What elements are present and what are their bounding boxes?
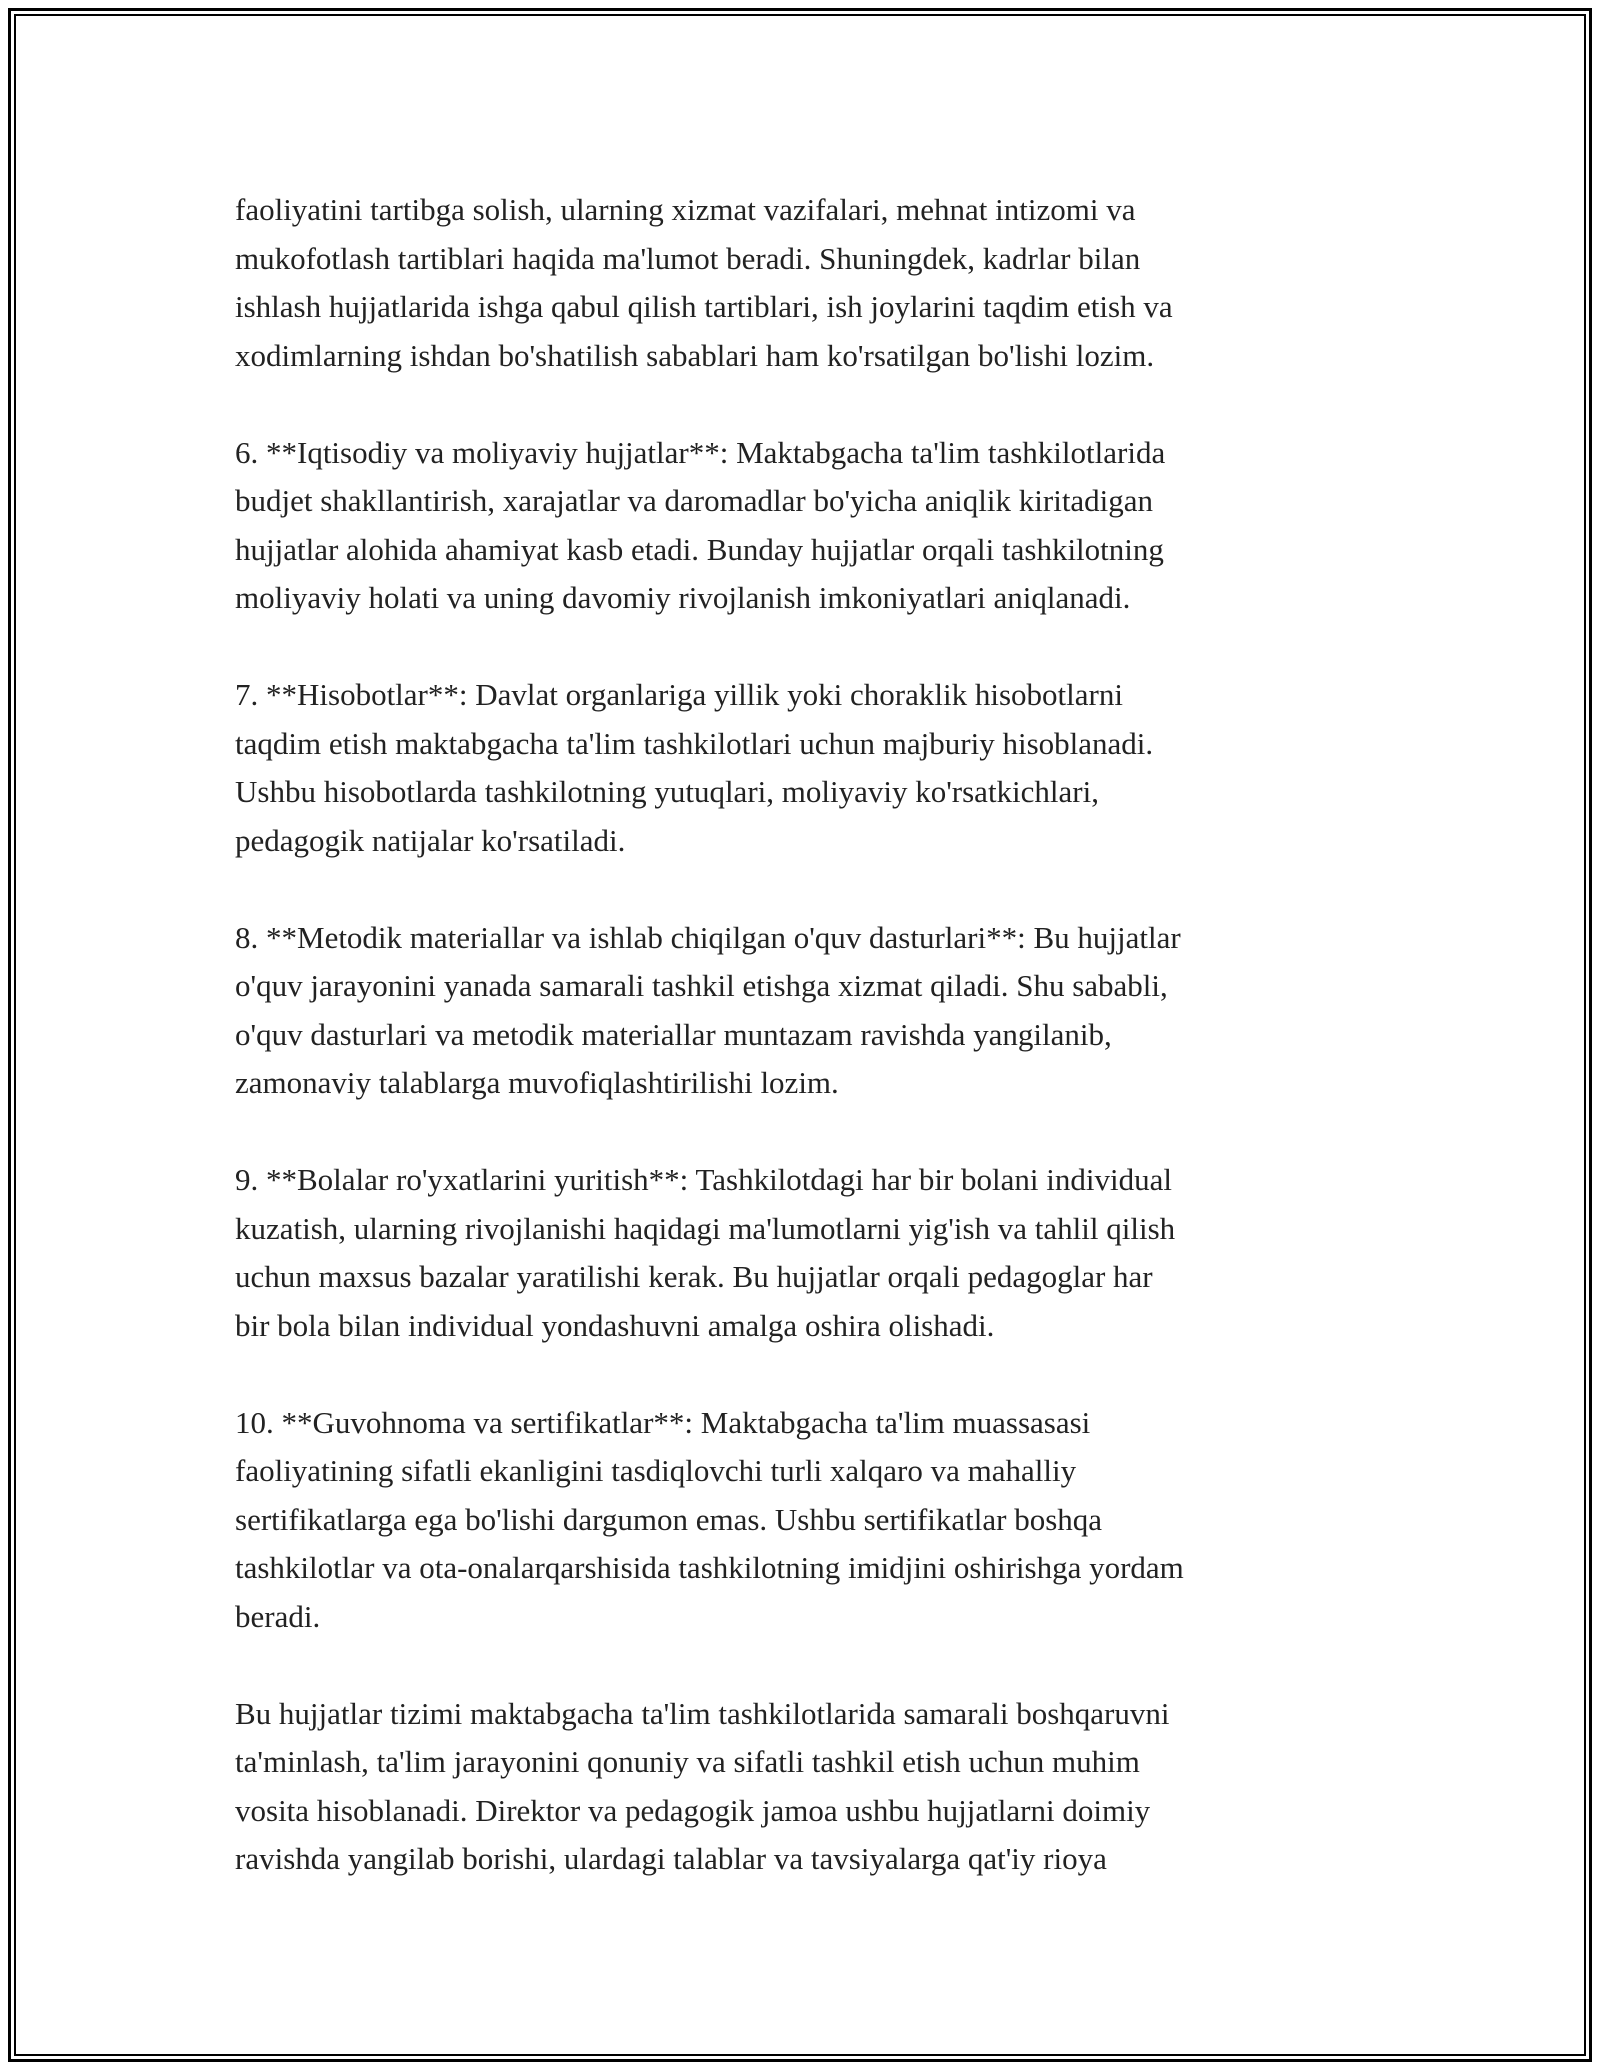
paragraph-gap	[235, 1641, 1375, 1690]
paragraph-gap	[235, 865, 1375, 914]
paragraph-gap	[235, 1350, 1375, 1399]
paragraph-item-9-children-lists: 9. **Bolalar ro'yxatlarini yuritish**: Tashkilotdagi har bir bolani individual kuzatish, ularning rivojlanishi haqidagi ma'lumotlarni yig'ish va tahlil qilish uchun maxsus bazalar yaratilishi kerak. Bu hujjatlar orqali pedagoglar har bir bola bilan individual yondashuvni amalga oshira olishadi.	[235, 1162, 1176, 1343]
paragraph-conclusion: Bu hujjatlar tizimi maktabgacha ta'lim tashkilotlarida samarali boshqaruvni ta'minlash, ta'lim jarayonini qonuniy va sifatli tashkil etish uchun muhim vosita hisoblanadi. Direktor va pedagogik jamoa ushbu hujjatlarni doimiy ravishda yangilab borishi, ulardagi talablar va tavsiyalarga qat'iy rioya	[235, 1695, 1170, 1876]
paragraph-gap	[235, 380, 1375, 429]
paragraph-item-7-reports: 7. **Hisobotlar**: Davlat organlariga yillik yoki choraklik hisobotlarni taqdim etish maktabgacha ta'lim tashkilotlari uchun majburiy hisoblanadi. Ushbu hisobotlarda tashkilotning yutuqlari, moliyaviy ko'rsatkichlari, pedagogik natijalar ko'rsatiladi.	[235, 677, 1154, 858]
paragraph-staff-documents-continued: faoliyatini tartibga solish, ularning xizmat vazifalari, mehnat intizomi va mukofotlash tartiblari haqida ma'lumot beradi. Shuningdek, kadrlar bilan ishlash hujjatlarida ishga qabul qilish tartiblari, ish joylarini taqdim etish va xodimlarning ishdan bo'shatilish sabablari ham ko'rsatilgan bo'lishi lozim.	[235, 192, 1173, 373]
paragraph-item-8-methodical-materials: 8. **Metodik materiallar va ishlab chiqilgan o'quv dasturlari**: Bu hujjatlar o'quv jarayonini yanada samarali tashkil etishga xizmat qiladi. Shu sababli, o'quv dasturlari va metodik materiallar muntazam ravishda yangilanib, zamonaviy talablarga muvofiqlashtirilishi lozim.	[235, 919, 1181, 1100]
paragraph-gap	[235, 1108, 1375, 1157]
document-body	[235, 186, 1375, 1884]
paragraph-item-10-certificates: 10. **Guvohnoma va sertifikatlar**: Maktabgacha ta'lim muassasasi faoliyatining sifatli ekanligini tasdiqlovchi turli xalqaro va mahalliy sertifikatlarga ega bo'lishi dargumon emas. Ushbu sertifikatlar boshqa tashkilotlar va ota-onalarqarshisida tashkilotning imidjini oshirishga yordam beradi.	[235, 1404, 1184, 1634]
paragraph-item-6-economic-financial: 6. **Iqtisodiy va moliyaviy hujjatlar**: Maktabgacha ta'lim tashkilotlarida budjet shakllantirish, xarajatlar va daromadlar bo'yicha aniqlik kiritadigan hujjatlar alohida ahamiyat kasb etadi. Bunday hujjatlar orqali tashkilotning moliyaviy holati va uning davomiy rivojlanish imkoniyatlari aniqlanadi.	[235, 434, 1166, 615]
paragraph-gap	[235, 623, 1375, 672]
